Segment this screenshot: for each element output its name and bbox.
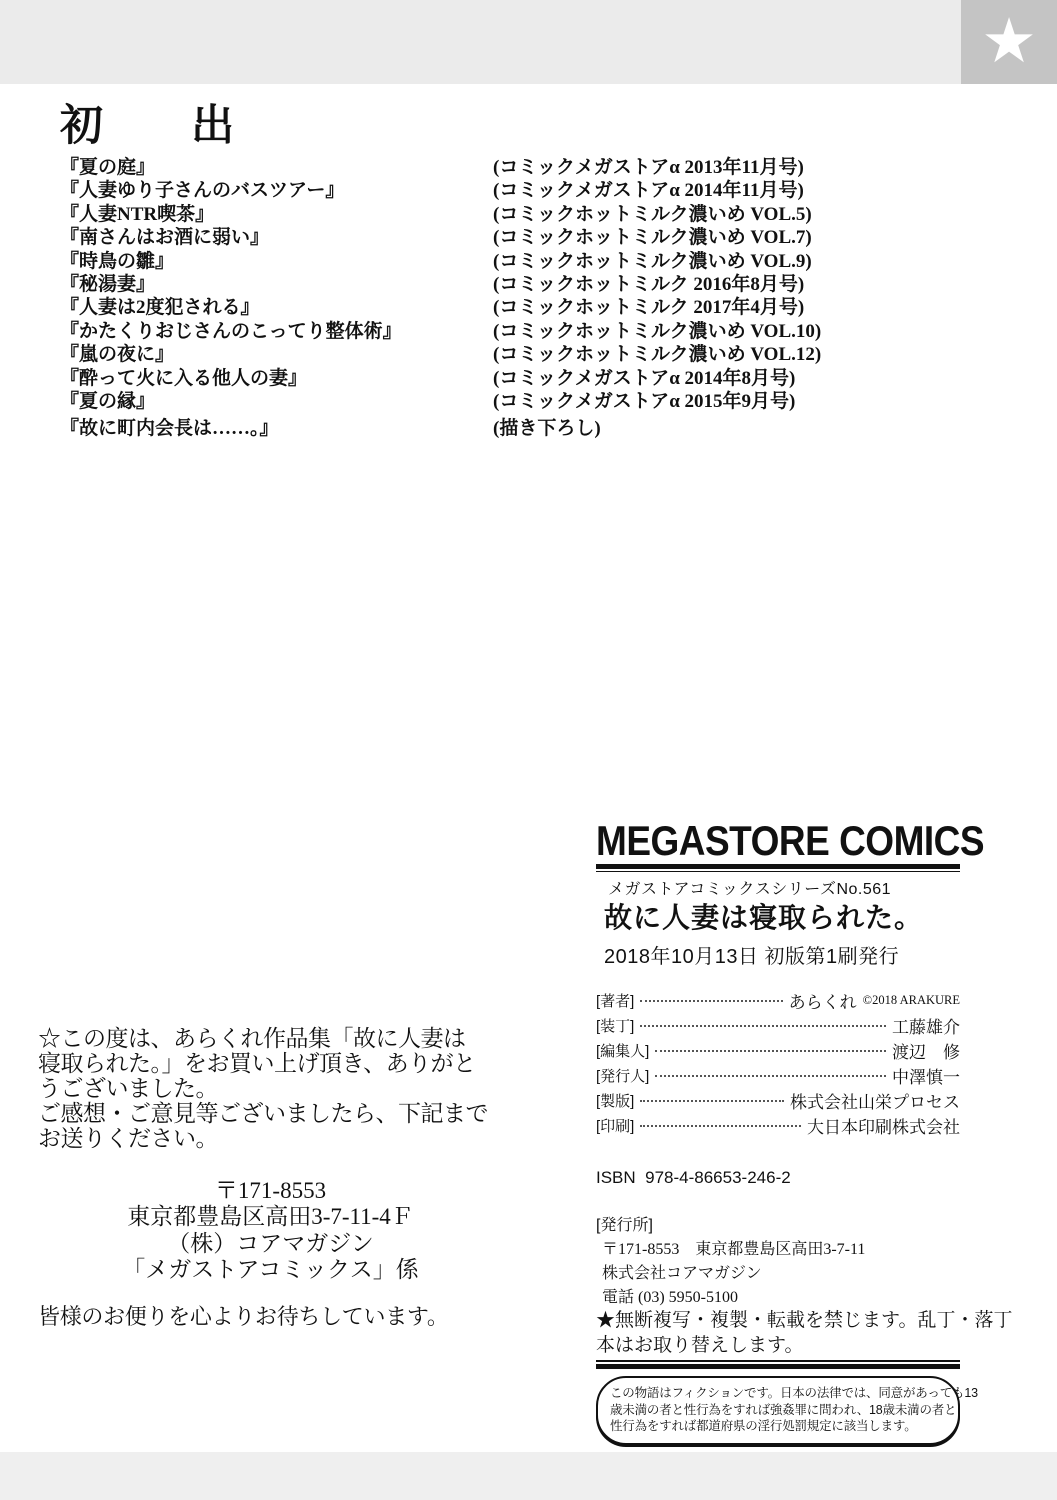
publication-source: (コミックメガストアα 2014年8月号)	[493, 367, 796, 389]
publication-title: 『南さんはお酒に弱い』	[60, 227, 270, 249]
credit-name: 大日本印刷株式会社	[807, 1118, 960, 1137]
reader-message-line: ☆この度は、あらくれ作品集「故に人妻は	[38, 1025, 466, 1051]
publication-title: 『時鳥の雛』	[60, 250, 175, 272]
publisher-address: 〒171-8553 東京都豊島区高田3-7-11	[602, 1241, 866, 1258]
publication-source: (コミックメガストアα 2014年11月号)	[493, 180, 804, 202]
bottom-edge-band	[0, 1452, 1057, 1500]
credit-name: 株式会社山栄プロセス	[790, 1093, 960, 1112]
reader-message-line: ご感想・ご意見等ございましたら、下記まで	[38, 1100, 488, 1126]
reprint-warning-line: 本はお取り替えします。	[596, 1335, 804, 1356]
credits-list	[596, 988, 960, 1138]
credit-row-plate	[596, 1088, 960, 1113]
publication-source: (コミックメガストアα 2013年11月号)	[493, 157, 804, 178]
publication-row	[60, 179, 1010, 202]
separator-thick-line	[596, 1364, 960, 1369]
reader-message-line: お送りください。	[38, 1125, 218, 1151]
first-publication-heading: 初出	[60, 103, 323, 150]
corner-star-box	[961, 0, 1057, 84]
disclaimer-line: この物語はフィクションです。日本の法律では、同意があっても13	[610, 1386, 978, 1400]
publisher-company: 株式会社コアマガジン	[602, 1265, 762, 1282]
publication-title: 『嵐の夜に』	[60, 344, 175, 366]
credit-row-author	[596, 988, 960, 1013]
publication-row	[60, 226, 1010, 249]
book-title: 故に人妻は寝取られた。	[604, 902, 924, 933]
publication-row	[60, 273, 1010, 296]
megastore-logo-block	[596, 818, 985, 872]
credit-name: 中澤慎一	[892, 1068, 960, 1087]
reader-message	[38, 1026, 538, 1151]
credit-name: あらくれ	[788, 993, 857, 1012]
top-edge-band	[0, 0, 1057, 84]
isbn: ISBN 978-4-86653-246-2	[596, 1168, 791, 1187]
publication-source: (コミックホットミルク 2017年4月号)	[493, 297, 805, 319]
credit-label: [発行人]	[596, 1068, 650, 1085]
mailing-postal-code: 〒171-8553	[214, 1178, 327, 1203]
reader-message-line: 寝取られた。」をお買い上げ頂き、ありがと	[38, 1050, 476, 1076]
publication-title: 『人妻ゆり子さんのバスツアー』	[60, 180, 345, 202]
publication-row	[60, 203, 1010, 226]
credit-label: [著者]	[596, 993, 635, 1010]
credit-row-editor	[596, 1038, 960, 1063]
publisher-section	[596, 1214, 960, 1310]
reprint-warning	[596, 1308, 1013, 1358]
reprint-warning-line: ★無断複写・複製・転載を禁じます。乱丁・落丁	[596, 1310, 1013, 1331]
dotted-leader	[640, 1025, 886, 1027]
dotted-leader	[640, 1100, 784, 1102]
publication-row	[60, 367, 1010, 390]
publication-source: (コミックホットミルク濃いめ VOL.5)	[493, 203, 812, 225]
publication-title: 『故に町内会長は……。』	[60, 418, 279, 440]
publication-source: (コミックホットミルク濃いめ VOL.10)	[493, 320, 822, 342]
separator-rule	[596, 1360, 960, 1369]
logo-rule-thin	[596, 871, 960, 872]
publication-row	[60, 250, 1010, 273]
dotted-leader	[640, 1000, 782, 1002]
credit-name: 渡辺 修	[892, 1043, 960, 1062]
credit-label: [印刷]	[596, 1118, 635, 1135]
publication-row	[60, 320, 1010, 343]
publication-title: 『かたくりおじさんのこってり整体術』	[60, 320, 402, 342]
publication-source: (コミックメガストアα 2015年9月号)	[493, 390, 796, 412]
publisher-label: [発行所]	[596, 1217, 653, 1234]
publication-row	[60, 417, 1010, 440]
disclaimer-line: 性行為をすれば都道府県の淫行処罰規定に該当します。	[610, 1419, 917, 1433]
publication-source: (コミックホットミルク濃いめ VOL.7)	[493, 227, 812, 249]
series-number: メガストアコミックスシリーズNo.561	[608, 881, 892, 898]
publication-list	[60, 156, 1010, 441]
megastore-comics-logo: MEGASTORE COMICS	[596, 818, 985, 864]
dotted-leader	[655, 1075, 886, 1077]
publication-row	[60, 390, 1010, 413]
publication-title: 『夏の庭』	[60, 157, 156, 178]
mailing-department: 「メガストアコミックス」係	[122, 1256, 419, 1282]
publication-row	[60, 296, 1010, 319]
mailing-street: 東京都豊島区高田3-7-11-4Ｆ	[127, 1204, 414, 1229]
mailing-address	[38, 1178, 503, 1282]
publication-source: (コミックホットミルク濃いめ VOL.12)	[493, 344, 822, 366]
publication-title: 『秘湯妻』	[60, 273, 156, 295]
print-date: 2018年10月13日 初版第1刷発行	[604, 946, 900, 968]
fiction-disclaimer-box	[596, 1376, 978, 1445]
dotted-leader	[655, 1050, 886, 1052]
credit-label: [製版]	[596, 1093, 635, 1110]
star-icon: ★	[981, 7, 1037, 76]
disclaimer-line: 歳未満の者と性行為をすれば強姦罪に問われ、18歳未満の者と	[610, 1402, 957, 1417]
credit-row-issuer	[596, 1063, 960, 1088]
publication-title: 『人妻NTR喫茶』	[60, 203, 215, 225]
publication-title: 『酔って火に入る他人の妻』	[60, 367, 308, 389]
dotted-leader	[640, 1125, 801, 1127]
publication-row	[60, 343, 1010, 366]
closing-message: 皆様のお便りを心よりお待ちしています。	[38, 1304, 449, 1329]
copyright-note: ©2018 ARAKURE	[862, 993, 960, 1007]
credit-label: [編集人]	[596, 1043, 650, 1060]
publication-source: (描き下ろし)	[493, 418, 601, 440]
mailing-company: （株）コアマガジン	[167, 1230, 374, 1256]
reader-message-line: うございました。	[38, 1075, 218, 1101]
credit-name: 工藤雄介	[892, 1018, 960, 1037]
publication-title: 『人妻は2度犯される』	[60, 297, 260, 319]
publication-row	[60, 156, 1010, 179]
credit-label: [装丁]	[596, 1018, 635, 1035]
publication-source: (コミックホットミルク濃いめ VOL.9)	[493, 250, 812, 272]
publication-source: (コミックホットミルク 2016年8月号)	[493, 273, 805, 295]
publication-title: 『夏の縁』	[60, 390, 156, 412]
credit-row-printer	[596, 1113, 960, 1138]
separator-thin-line	[596, 1360, 960, 1362]
credit-row-design	[596, 1013, 960, 1038]
publisher-phone: 電話 (03) 5950-5100	[602, 1289, 738, 1306]
